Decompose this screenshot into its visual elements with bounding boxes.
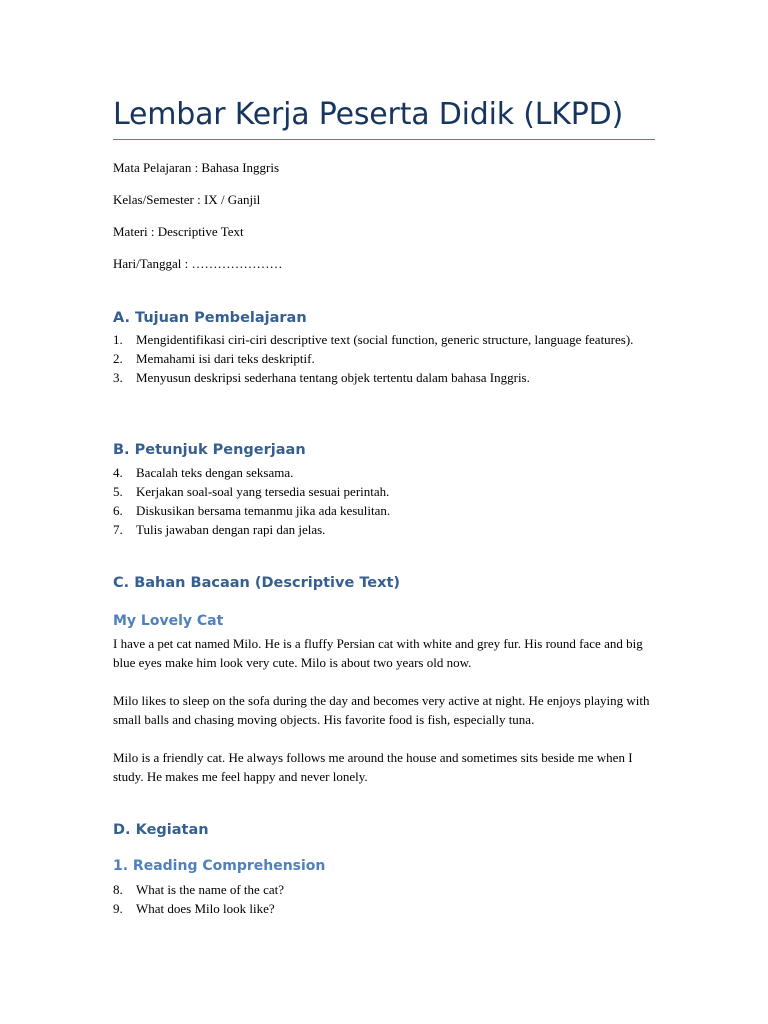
list-item <box>113 482 655 501</box>
list-item-text: Memahami isi dari teks deskriptif. <box>136 351 315 366</box>
story-title: My Lovely Cat <box>113 613 224 629</box>
list-item <box>113 349 655 368</box>
list-item-text: What does Milo look like? <box>136 901 275 916</box>
list-item-text: Tulis jawaban dengan rapi dan jelas. <box>136 522 326 537</box>
story-paragraph-1: I have a pet cat named Milo. He is a fluffy Persian cat with white and grey fur. His round face and big blue eyes make him look very cute. Milo is about two years old now. <box>113 636 643 670</box>
list-reading-questions <box>113 880 655 918</box>
list-item <box>113 463 655 482</box>
title-underline <box>113 139 655 140</box>
list-item <box>113 520 655 539</box>
list-item <box>113 899 655 918</box>
list-item <box>113 368 655 387</box>
heading-tujuan-pembelajaran: A. Tujuan Pembelajaran <box>113 310 307 326</box>
document-title: Lembar Kerja Peserta Didik (LKPD) <box>113 97 624 132</box>
list-item-number: 7. <box>113 522 123 537</box>
list-item-number: 6. <box>113 503 123 518</box>
list-item-text: Menyusun deskripsi sederhana tentang objek tertentu dalam bahasa Inggris. <box>136 370 530 385</box>
heading-petunjuk-pengerjaan: B. Petunjuk Pengerjaan <box>113 442 306 458</box>
subheading-reading-comprehension: 1. Reading Comprehension <box>113 858 326 874</box>
list-item-text: Mengidentifikasi ciri-ciri descriptive text (social function, generic structure, language features). <box>136 332 634 347</box>
list-item <box>113 330 655 349</box>
list-item <box>113 880 655 899</box>
list-item-number: 5. <box>113 484 123 499</box>
list-item-number: 8. <box>113 882 123 897</box>
list-item-number: 3. <box>113 370 123 385</box>
list-item-number: 1. <box>113 332 123 347</box>
list-petunjuk-pengerjaan <box>113 463 655 539</box>
meta-hari-tanggal: Hari/Tanggal : ………………… <box>113 256 283 271</box>
list-item-number: 2. <box>113 351 123 366</box>
list-item-text: What is the name of the cat? <box>136 882 284 897</box>
story-paragraph-3: Milo is a friendly cat. He always follows me around the house and sometimes sits beside me when I study. He makes me feel happy and never lonely. <box>113 750 633 784</box>
list-item-text: Kerjakan soal-soal yang tersedia sesuai perintah. <box>136 484 390 499</box>
list-item <box>113 501 655 520</box>
list-item-number: 9. <box>113 901 123 916</box>
meta-materi: Materi : Descriptive Text <box>113 224 244 239</box>
list-tujuan-pembelajaran <box>113 330 655 387</box>
list-item-text: Diskusikan bersama temanmu jika ada kesulitan. <box>136 503 391 518</box>
meta-kelas-semester: Kelas/Semester : IX / Ganjil <box>113 192 261 207</box>
meta-mata-pelajaran: Mata Pelajaran : Bahasa Inggris <box>113 160 280 175</box>
list-item-number: 4. <box>113 465 123 480</box>
list-item-text: Bacalah teks dengan seksama. <box>136 465 294 480</box>
heading-bahan-bacaan: C. Bahan Bacaan (Descriptive Text) <box>113 575 401 591</box>
story-paragraph-2: Milo likes to sleep on the sofa during the day and becomes very active at night. He enjoys playing with small balls and chasing moving objects. His favorite food is fish, especially tuna. <box>113 693 650 727</box>
heading-kegiatan: D. Kegiatan <box>113 822 209 838</box>
